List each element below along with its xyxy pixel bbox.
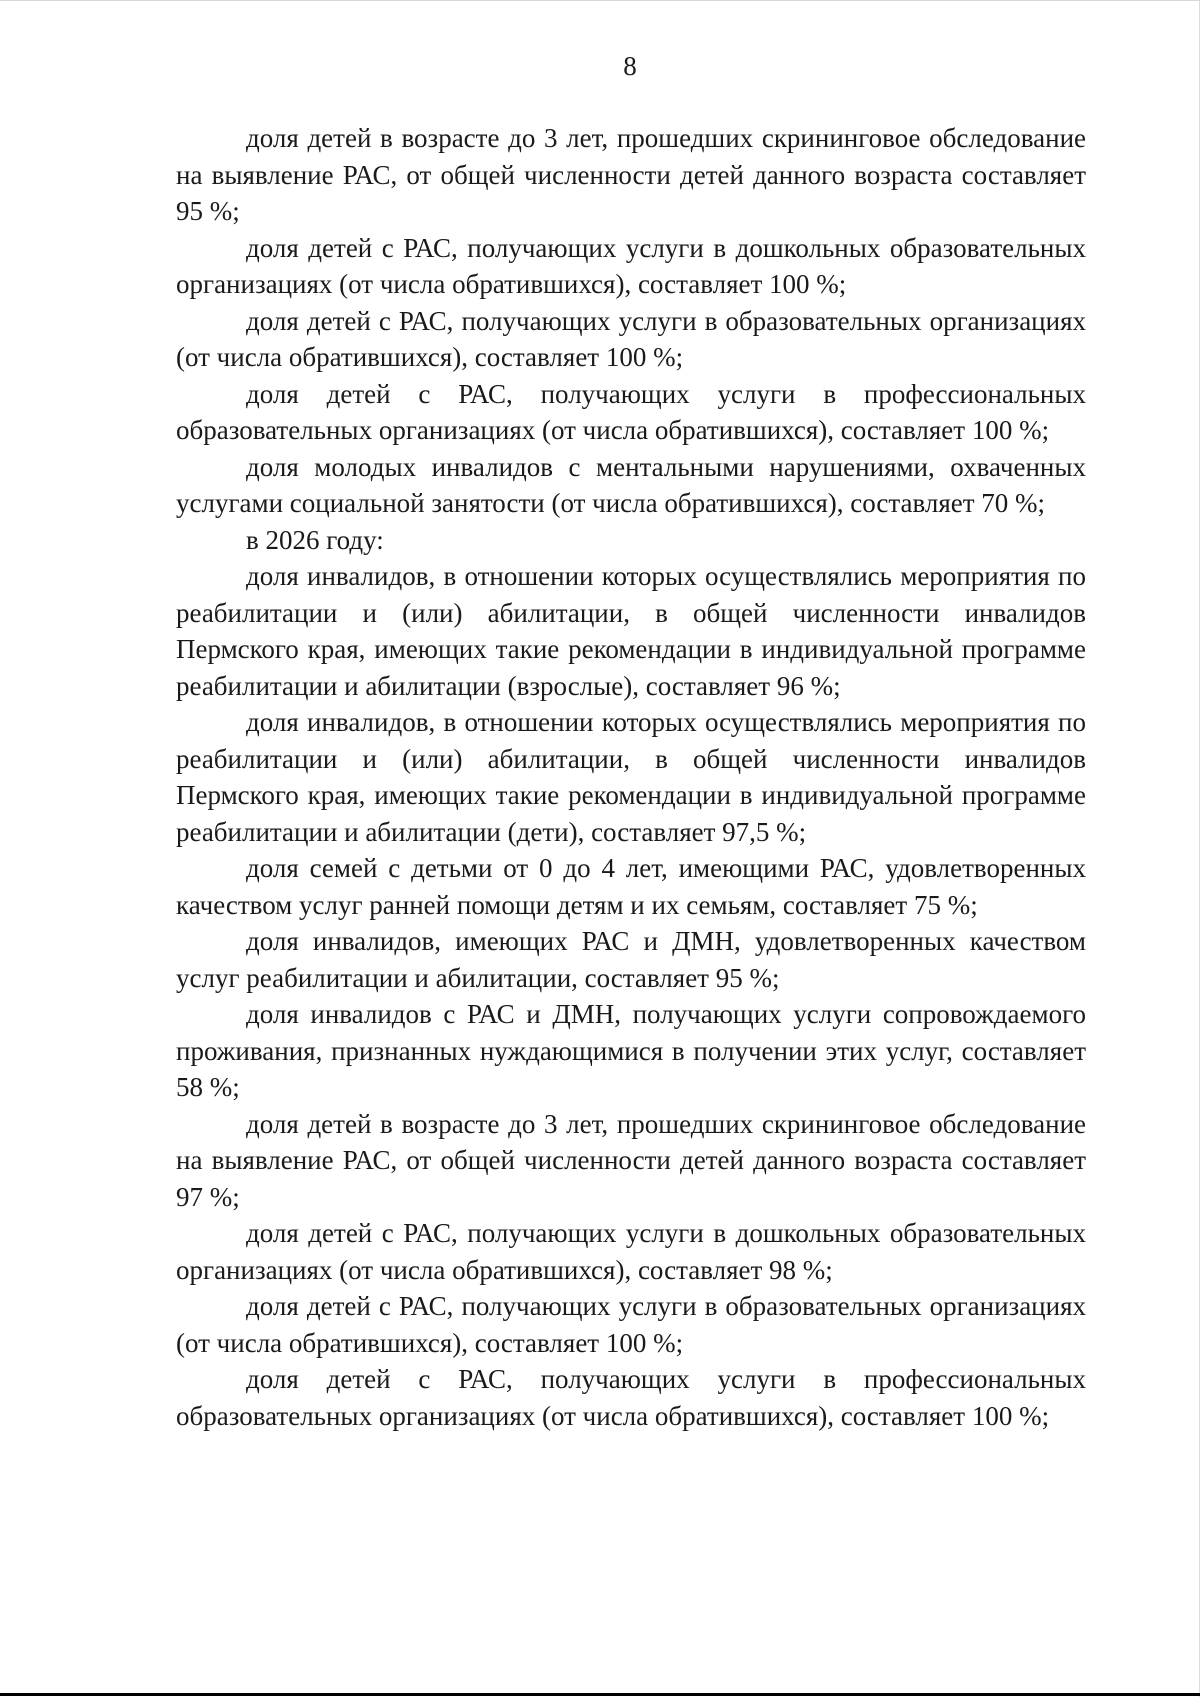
paragraph-social-employment-70: доля молодых инвалидов с ментальными нарушениями, охваченных услугами социальной занятости (от числа обратившихся), составляет 70 %; (176, 451, 1086, 518)
paragraph-professional-100-2026: доля детей с РАС, получающих услуги в профессиональных образовательных организациях (от числа обратившихся), составляет 100 %; (176, 1364, 1086, 1431)
paragraph-education-100-2026: доля детей с РАС, получающих услуги в образовательных организациях (от числа обратившихся), составляет 100 %; (176, 1291, 1086, 1358)
paragraph-rehab-children-97-5: доля инвалидов, в отношении которых осуществлялись мероприятия по реабилитации и (или) абилитации, в общей численности инвалидов Пермского края, имеющих такие рекомендации в индивидуальной программе реабилитации и абилитации (дети), составляет 97,5 %; (176, 707, 1086, 847)
paragraph-rehab-adults-96: доля инвалидов, в отношении которых осуществлялись мероприятия по реабилитации и (или) абилитации, в общей численности инвалидов Пермского края, имеющих такие рекомендации в индивидуальной программе реабилитации и абилитации (взрослые), составляет 96 %; (176, 561, 1086, 701)
paragraph-rehab-quality-95: доля инвалидов, имеющих РАС и ДМН, удовлетворенных качеством услуг реабилитации и абилитации, составляет 95 %; (176, 926, 1086, 993)
document-body (176, 120, 1086, 1434)
paragraph-preschool-98: доля детей с РАС, получающих услуги в дошкольных образовательных организациях (от числа обратившихся), составляет 98 %; (176, 1218, 1086, 1285)
paragraph-screening-95: доля детей в возрасте до 3 лет, прошедших скрининговое обследование на выявление РАС, от общей численности детей данного возраста составляет 95 %; (176, 123, 1086, 226)
paragraph-preschool-100: доля детей с РАС, получающих услуги в дошкольных образовательных организациях (от числа обратившихся), составляет 100 %; (176, 232, 1086, 299)
paragraph-screening-97: доля детей в возрасте до 3 лет, прошедших скрининговое обследование на выявление РАС, от общей численности детей данного возраста составляет 97 %; (176, 1108, 1086, 1212)
paragraph-supported-living-58: доля инвалидов с РАС и ДМН, получающих услуги сопровождаемого проживания, признанных нуждающимися в получении этих услуг, составляет 58 %; (176, 999, 1086, 1102)
paragraph-early-help-75: доля семей с детьми от 0 до 4 лет, имеющими РАС, удовлетворенных качеством услуг ранней помощи детям и их семьям, составляет 75 %; (176, 853, 1086, 920)
page-number: 8 (623, 51, 637, 81)
paragraph-year-2026-heading: в 2026 году: (246, 524, 384, 555)
paragraph-professional-100: доля детей с РАС, получающих услуги в профессиональных образовательных организациях (от числа обратившихся), составляет 100 %; (176, 378, 1086, 445)
paragraph-education-100: доля детей с РАС, получающих услуги в образовательных организациях (от числа обратившихся), составляет 100 %; (176, 305, 1086, 372)
